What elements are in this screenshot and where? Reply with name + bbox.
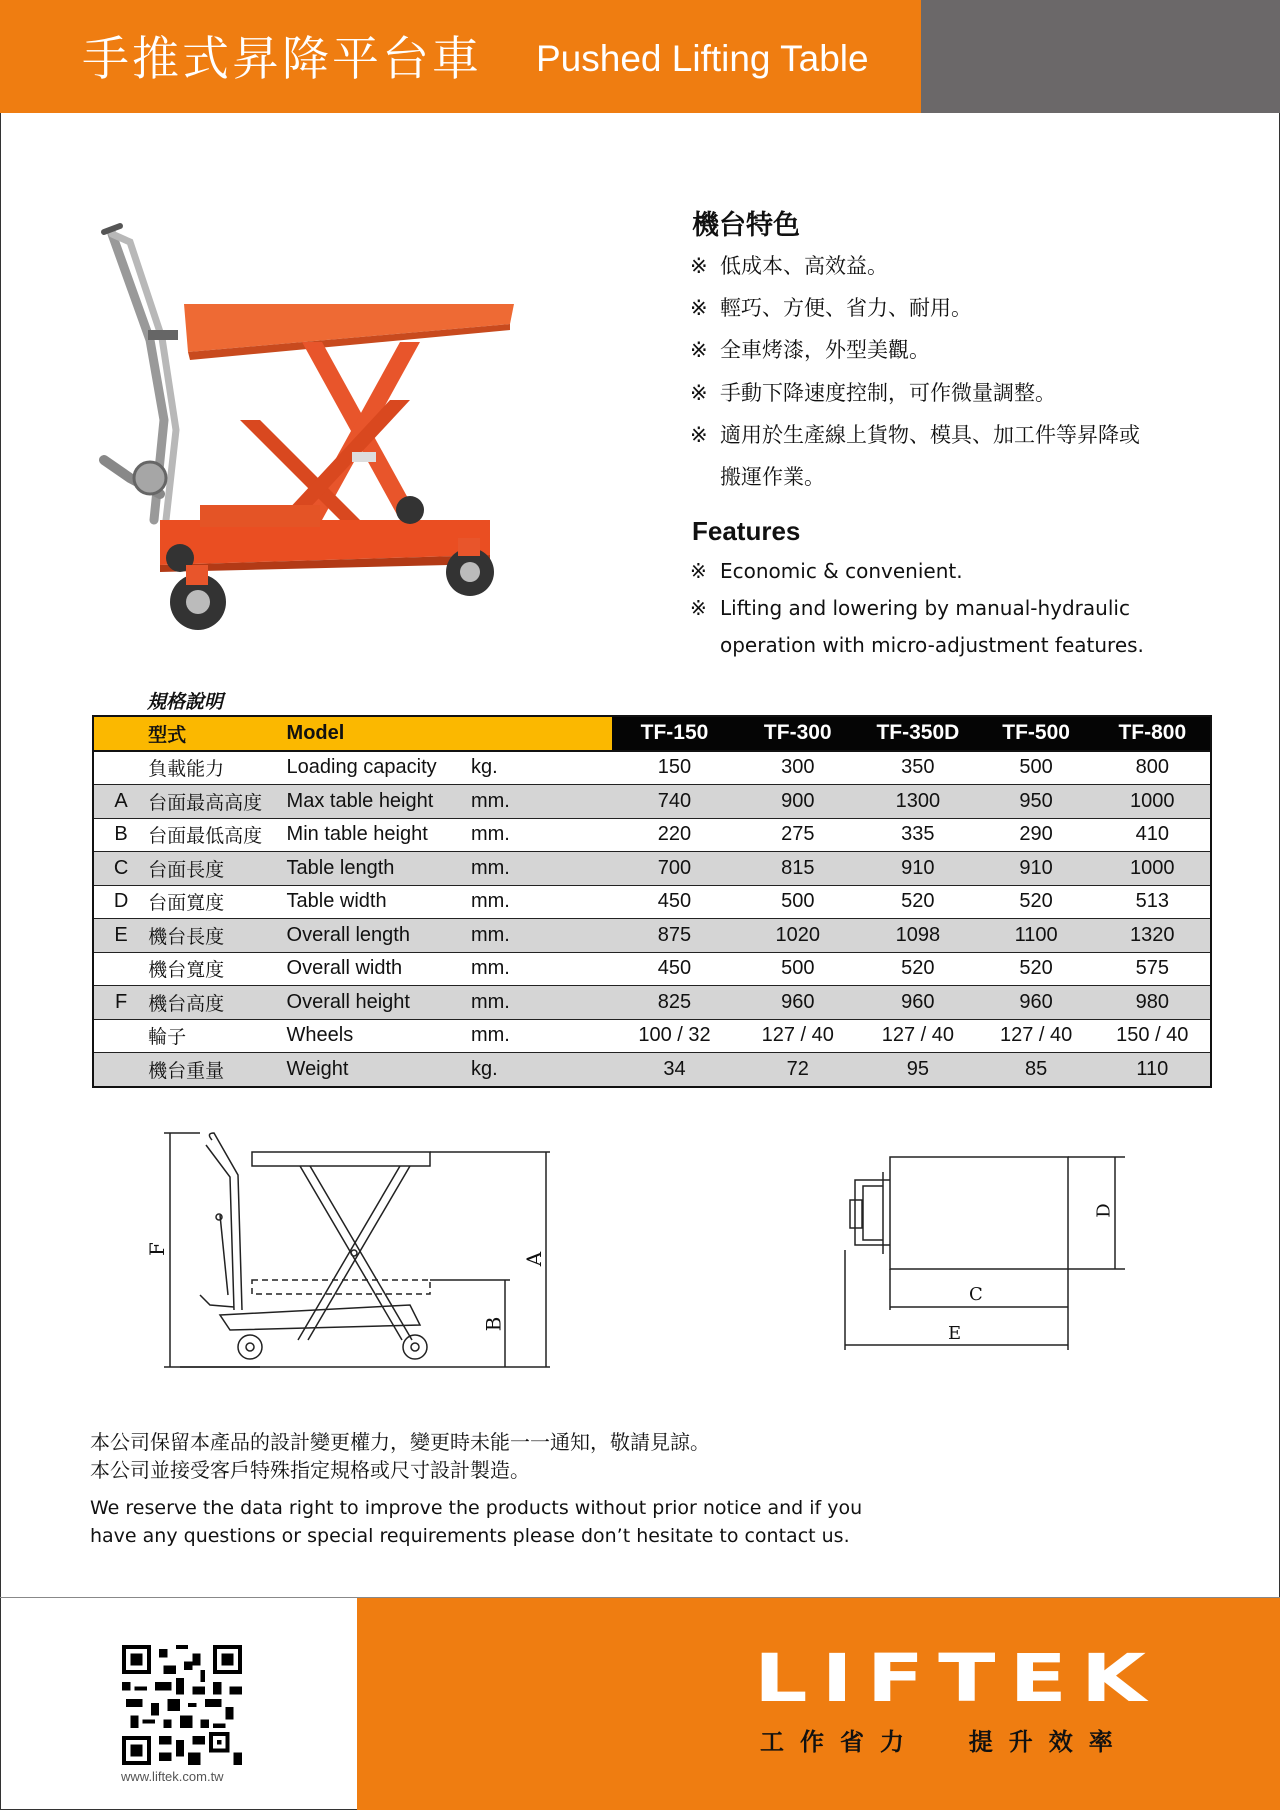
spec-value: 800 xyxy=(1095,751,1211,785)
spec-value: 815 xyxy=(737,852,858,886)
spec-value: 825 xyxy=(612,986,738,1020)
spec-row xyxy=(93,1019,1211,1053)
spec-label-en: Overall height xyxy=(287,986,471,1020)
dim-label-e: E xyxy=(948,1323,962,1344)
spec-value: 290 xyxy=(978,818,1095,852)
spec-label-zh: 機台寬度 xyxy=(148,952,286,986)
spec-row xyxy=(93,785,1211,819)
brand-slogan: 工作省力 提升效率 xyxy=(760,1728,1129,1756)
spec-value: 513 xyxy=(1095,885,1211,919)
spec-value: 450 xyxy=(612,885,738,919)
spec-row xyxy=(93,751,1211,785)
spec-unit: mm. xyxy=(471,852,612,886)
spec-value: 72 xyxy=(737,1053,858,1087)
dim-label-f: F xyxy=(144,1242,169,1256)
spec-unit: mm. xyxy=(471,785,612,819)
spec-value: 1000 xyxy=(1095,852,1211,886)
spec-value: 350 xyxy=(858,751,978,785)
header-gray-block xyxy=(921,0,1280,113)
spec-value: 500 xyxy=(978,751,1095,785)
spec-unit: kg. xyxy=(471,751,612,785)
spec-body xyxy=(93,751,1211,1087)
spec-label-zh: 台面長度 xyxy=(148,852,286,886)
spec-dimension-letter: E xyxy=(93,919,148,953)
spec-unit: mm. xyxy=(471,1019,612,1053)
title-chinese: 手推式昇降平台車 xyxy=(82,32,482,87)
qr-code xyxy=(122,1645,242,1765)
spec-header-row xyxy=(93,716,1211,751)
spec-value: 150 xyxy=(612,751,738,785)
feature-item-zh: ※ 輕巧、方便、省力、耐用。 xyxy=(690,296,972,320)
spec-value: 1000 xyxy=(1095,785,1211,819)
spec-unit: mm. xyxy=(471,818,612,852)
features-title-en: Features xyxy=(692,516,801,546)
spec-unit: mm. xyxy=(471,919,612,953)
website-url: www.liftek.com.tw xyxy=(121,1769,224,1784)
spec-value: 910 xyxy=(978,852,1095,886)
spec-value: 950 xyxy=(978,785,1095,819)
spec-value: 410 xyxy=(1095,818,1211,852)
features-title-zh: 機台特色 xyxy=(692,210,800,241)
dim-label-c: C xyxy=(969,1284,983,1305)
spec-row xyxy=(93,885,1211,919)
spec-value: 1020 xyxy=(737,919,858,953)
spec-value: 127 / 40 xyxy=(978,1019,1095,1053)
spec-dimension-letter: A xyxy=(93,785,148,819)
spec-value: 740 xyxy=(612,785,738,819)
spec-value: 575 xyxy=(1095,952,1211,986)
header-en: Model xyxy=(287,716,471,751)
spec-value: 910 xyxy=(858,852,978,886)
spec-value: 520 xyxy=(978,952,1095,986)
spec-value: 500 xyxy=(737,952,858,986)
spec-dimension-letter xyxy=(93,1053,148,1087)
spec-value: 275 xyxy=(737,818,858,852)
spec-dimension-letter xyxy=(93,751,148,785)
spec-value: 300 xyxy=(737,751,858,785)
brand-logo: LIFTEK xyxy=(754,1640,1160,1717)
spec-value: 520 xyxy=(858,885,978,919)
spec-label-en: Table length xyxy=(287,852,471,886)
spec-value: 220 xyxy=(612,818,738,852)
spec-value: 1100 xyxy=(978,919,1095,953)
spec-dimension-letter xyxy=(93,952,148,986)
spec-label-zh: 台面最低高度 xyxy=(148,818,286,852)
spec-value: 100 / 32 xyxy=(612,1019,738,1053)
spec-value: 700 xyxy=(612,852,738,886)
spec-label-zh: 機台高度 xyxy=(148,986,286,1020)
top-view-drawing xyxy=(835,1150,1125,1355)
spec-value: 900 xyxy=(737,785,858,819)
spec-value: 335 xyxy=(858,818,978,852)
spec-dimension-letter: C xyxy=(93,852,148,886)
feature-item-en: ※ Lifting and lowering by manual-hydraulic xyxy=(690,596,1130,620)
spec-row xyxy=(93,986,1211,1020)
spec-label-en: Wheels xyxy=(287,1019,471,1053)
spec-label-en: Table width xyxy=(287,885,471,919)
side-view-drawing xyxy=(150,1125,560,1375)
title-english: Pushed Lifting Table xyxy=(536,38,869,79)
spec-label-en: Weight xyxy=(287,1053,471,1087)
spec-value: 980 xyxy=(1095,986,1211,1020)
spec-row xyxy=(93,952,1211,986)
spec-value: 960 xyxy=(978,986,1095,1020)
spec-label-zh: 台面寬度 xyxy=(148,885,286,919)
spec-value: 95 xyxy=(858,1053,978,1087)
spec-label-en: Max table height xyxy=(287,785,471,819)
note-zh-line: 本公司保留本產品的設計變更權力，變更時未能一一通知，敬請見諒。 xyxy=(90,1430,710,1454)
dim-label-d: D xyxy=(1093,1203,1115,1218)
feature-item-zh: ※ 適用於生產線上貨物、模具、加工件等昇降或 xyxy=(690,423,1140,447)
note-zh-line: 本公司並接受客戶特殊指定規格或尺寸設計製造。 xyxy=(90,1458,530,1482)
note-en-line: We reserve the data right to improve the products without prior notice and if you xyxy=(90,1497,863,1519)
spec-label-en: Overall width xyxy=(287,952,471,986)
spec-value: 127 / 40 xyxy=(737,1019,858,1053)
spec-row xyxy=(93,818,1211,852)
spec-label-en: Overall length xyxy=(287,919,471,953)
dim-label-a: A xyxy=(522,1251,547,1267)
spec-dimension-letter: F xyxy=(93,986,148,1020)
spec-label-zh: 機台重量 xyxy=(148,1053,286,1087)
model-header: TF-500 xyxy=(978,716,1095,751)
model-header: TF-150 xyxy=(612,716,738,751)
spec-value: 110 xyxy=(1095,1053,1211,1087)
spec-value: 960 xyxy=(737,986,858,1020)
spec-row xyxy=(93,919,1211,953)
feature-item-zh: ※ 全車烤漆，外型美觀。 xyxy=(690,338,930,362)
spec-caption: 規格說明 xyxy=(147,691,224,713)
spec-unit: mm. xyxy=(471,952,612,986)
dim-label-b: B xyxy=(481,1316,506,1332)
model-header: TF-350D xyxy=(858,716,978,751)
spec-value: 150 / 40 xyxy=(1095,1019,1211,1053)
feature-item-en-continued: operation with micro-adjustment features. xyxy=(720,633,1144,657)
spec-dimension-letter: B xyxy=(93,818,148,852)
spec-row xyxy=(93,852,1211,886)
spec-value: 127 / 40 xyxy=(858,1019,978,1053)
spec-value: 1300 xyxy=(858,785,978,819)
product-photo xyxy=(90,220,530,640)
spec-value: 875 xyxy=(612,919,738,953)
spec-unit: kg. xyxy=(471,1053,612,1087)
spec-label-zh: 機台長度 xyxy=(148,919,286,953)
spec-value: 85 xyxy=(978,1053,1095,1087)
spec-value: 1320 xyxy=(1095,919,1211,953)
spec-value: 520 xyxy=(978,885,1095,919)
spec-label-zh: 負載能力 xyxy=(148,751,286,785)
spec-value: 960 xyxy=(858,986,978,1020)
spec-value: 34 xyxy=(612,1053,738,1087)
note-en-line: have any questions or special requirements please don’t hesitate to contact us. xyxy=(90,1525,850,1547)
spec-label-en: Min table height xyxy=(287,818,471,852)
spec-table xyxy=(92,715,1212,1088)
spec-row xyxy=(93,1053,1211,1087)
spec-dimension-letter: D xyxy=(93,885,148,919)
model-header: TF-800 xyxy=(1095,716,1211,751)
spec-dimension-letter xyxy=(93,1019,148,1053)
spec-value: 450 xyxy=(612,952,738,986)
spec-value: 500 xyxy=(737,885,858,919)
spec-unit: mm. xyxy=(471,885,612,919)
spec-unit: mm. xyxy=(471,986,612,1020)
spec-label-zh: 台面最高高度 xyxy=(148,785,286,819)
feature-item-en: ※ Economic & convenient. xyxy=(690,559,963,583)
spec-label-en: Loading capacity xyxy=(287,751,471,785)
spec-label-zh: 輪子 xyxy=(148,1019,286,1053)
feature-item-zh: ※ 低成本、高效益。 xyxy=(690,254,888,278)
model-header: TF-300 xyxy=(737,716,858,751)
feature-item-zh-continued: 搬運作業。 xyxy=(720,465,825,489)
spec-value: 1098 xyxy=(858,919,978,953)
spec-value: 520 xyxy=(858,952,978,986)
header-zh: 型式 xyxy=(148,716,286,751)
feature-item-zh: ※ 手動下降速度控制，可作微量調整。 xyxy=(690,381,1056,405)
